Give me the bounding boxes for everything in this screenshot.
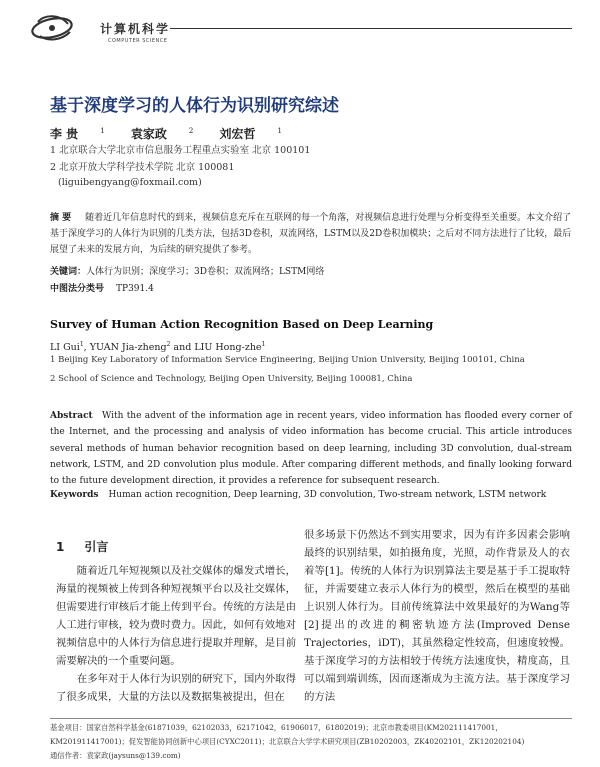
- affiliation-en-1: 1 Beijing Key Laboratory of Information Service Engineering, Beijing Union University, Beijing 100101, China: [50, 355, 525, 365]
- author-zh: 袁家政 $^2$: [130, 127, 194, 141]
- author-email: (liguibengyang@foxmail.com): [58, 177, 202, 188]
- footnote-funding: 基金项目：国家自然科学基金(61871039，62102033，62171042，61906017，61802019)；北京市教委项目(KM202111417001，KM201911417001)；促发智能协同创新中心项目(CYXC2011)；北京联合大学学术研究项目(ZB10202003，ZK40202101，ZK120202104): [50, 723, 525, 746]
- affiliation-en-2: 2 School of Science and Technology, Beijing Open University, Beijing 100081, China: [50, 374, 413, 384]
- clc-code: TP391.4: [116, 284, 154, 294]
- footnote-correspondence: 通信作者：袁家政(jaysuns@139.com): [50, 751, 181, 760]
- footnotes: [50, 721, 572, 763]
- section-number: 1: [56, 540, 65, 554]
- paragraph: 在多年对于人体行为识别的研究下，国内外取得了很多成果，大量的方法以及数据集被提出，但在: [56, 673, 296, 703]
- affiliation-zh-2: 2 北京开放大学科学技术学院 北京 100081: [50, 162, 235, 173]
- body-column-right: [304, 526, 570, 706]
- affiliation-zh-1: 1 北京联合大学北京市信息服务工程重点实验室 北京 100101: [50, 145, 311, 156]
- abstract-zh-label: 摘 要: [50, 213, 72, 223]
- keywords-en-label: Keywords: [50, 490, 99, 500]
- keywords-zh: [50, 264, 572, 277]
- journal-name: 计算机科学: [100, 22, 171, 36]
- header-rule: [170, 28, 572, 29]
- author-zh: 李 贵 $^1$: [50, 127, 105, 141]
- abstract-zh-text: 随着近几年信息时代的到来，视频信息充斥在互联网的每一个角落，对视频信息进行处理与分析变得至关重要。本文介绍了基于深度学习的人体行为识别的几类方法，包括3D卷积，双流网络，LSTM以及2D卷积加模块；之后对不同方法进行了比较，最后展望了未来的发展方向，为后续的研究提供了参考。: [50, 213, 572, 255]
- journal-logo: [30, 12, 76, 44]
- author-zh: 刘宏哲 $^1$: [219, 127, 282, 141]
- section-title: 引言: [84, 540, 109, 554]
- keywords-zh-text: 人体行为识别；深度学习；3D卷积；双流网络；LSTM网络: [86, 267, 325, 277]
- abstract-en: [50, 408, 572, 489]
- paragraph: 随着近几年短视频以及社交媒体的爆发式增长，海量的视频被上传到各种短视频平台以及社交媒体，但需要进行审核后才能上传到平台。传统的方法是由人工进行审核，较为费时费力。因此，如何有效地对视频信息中的人体行为信息进行提取并理解，是目前需要解决的一个重要问题。: [56, 565, 296, 667]
- section-heading-introduction: [56, 538, 108, 555]
- authors-en: LI Gui$^1$, YUAN Jia-zheng$^2$ and LIU Hong-zhe$^1$: [50, 341, 266, 354]
- keywords-zh-label: 关键词：: [50, 267, 87, 277]
- abstract-en-label: Abstract: [50, 411, 93, 421]
- authors-zh: [50, 125, 304, 142]
- footnote-rule: [50, 718, 572, 719]
- clc-number: [50, 281, 154, 294]
- abstract-en-text: With the advent of the information age in recent years, video information has flooded every corner of the Internet, and the processing and analysis of video information has become crucial. This article introduces several methods of human behavior recognition based on deep learning, including 3D convolution, dual-stream network, LSTM, and 2D convolution plus module. After comparing different methods, and finally looking forward to the future development direction, it provides a reference for subsequent research.: [50, 411, 572, 487]
- keywords-en: [50, 490, 572, 500]
- body-column-left: [56, 562, 296, 706]
- clc-label: 中图法分类号: [50, 284, 105, 294]
- paper-title-zh: 基于深度学习的人体行为识别研究综述: [50, 96, 339, 116]
- abstract-zh: [50, 210, 572, 258]
- paragraph: 很多场景下仍然达不到实用要求，因为有许多因素会影响最终的识别结果，如拍摄角度，光照，动作背景及人的衣着等[1]。传统的人体行为识别算法主要是基于手工提取特征，并需要建立表示人体行为的模型，然后在模型的基础上识别人体行为。目前传统算法中效果最好的为Wang等[2]提出的改进的稠密轨迹方法(Improved Dense Trajectories，iDT)，其虽然稳定性较高，但速度较慢。基于深度学习的方法相较于传统方法速度快，精度高，且可以端到端训练，因而逐渐成为主流方法。基于深度学习的方法: [304, 529, 570, 703]
- keywords-en-text: Human action recognition, Deep learning, 3D convolution, Two-stream network, LSTM network: [108, 490, 547, 500]
- paper-title-en: Survey of Human Action Recognition Based on Deep Learning: [50, 318, 434, 331]
- journal-subtitle: COMPUTER SCIENCE: [108, 38, 168, 44]
